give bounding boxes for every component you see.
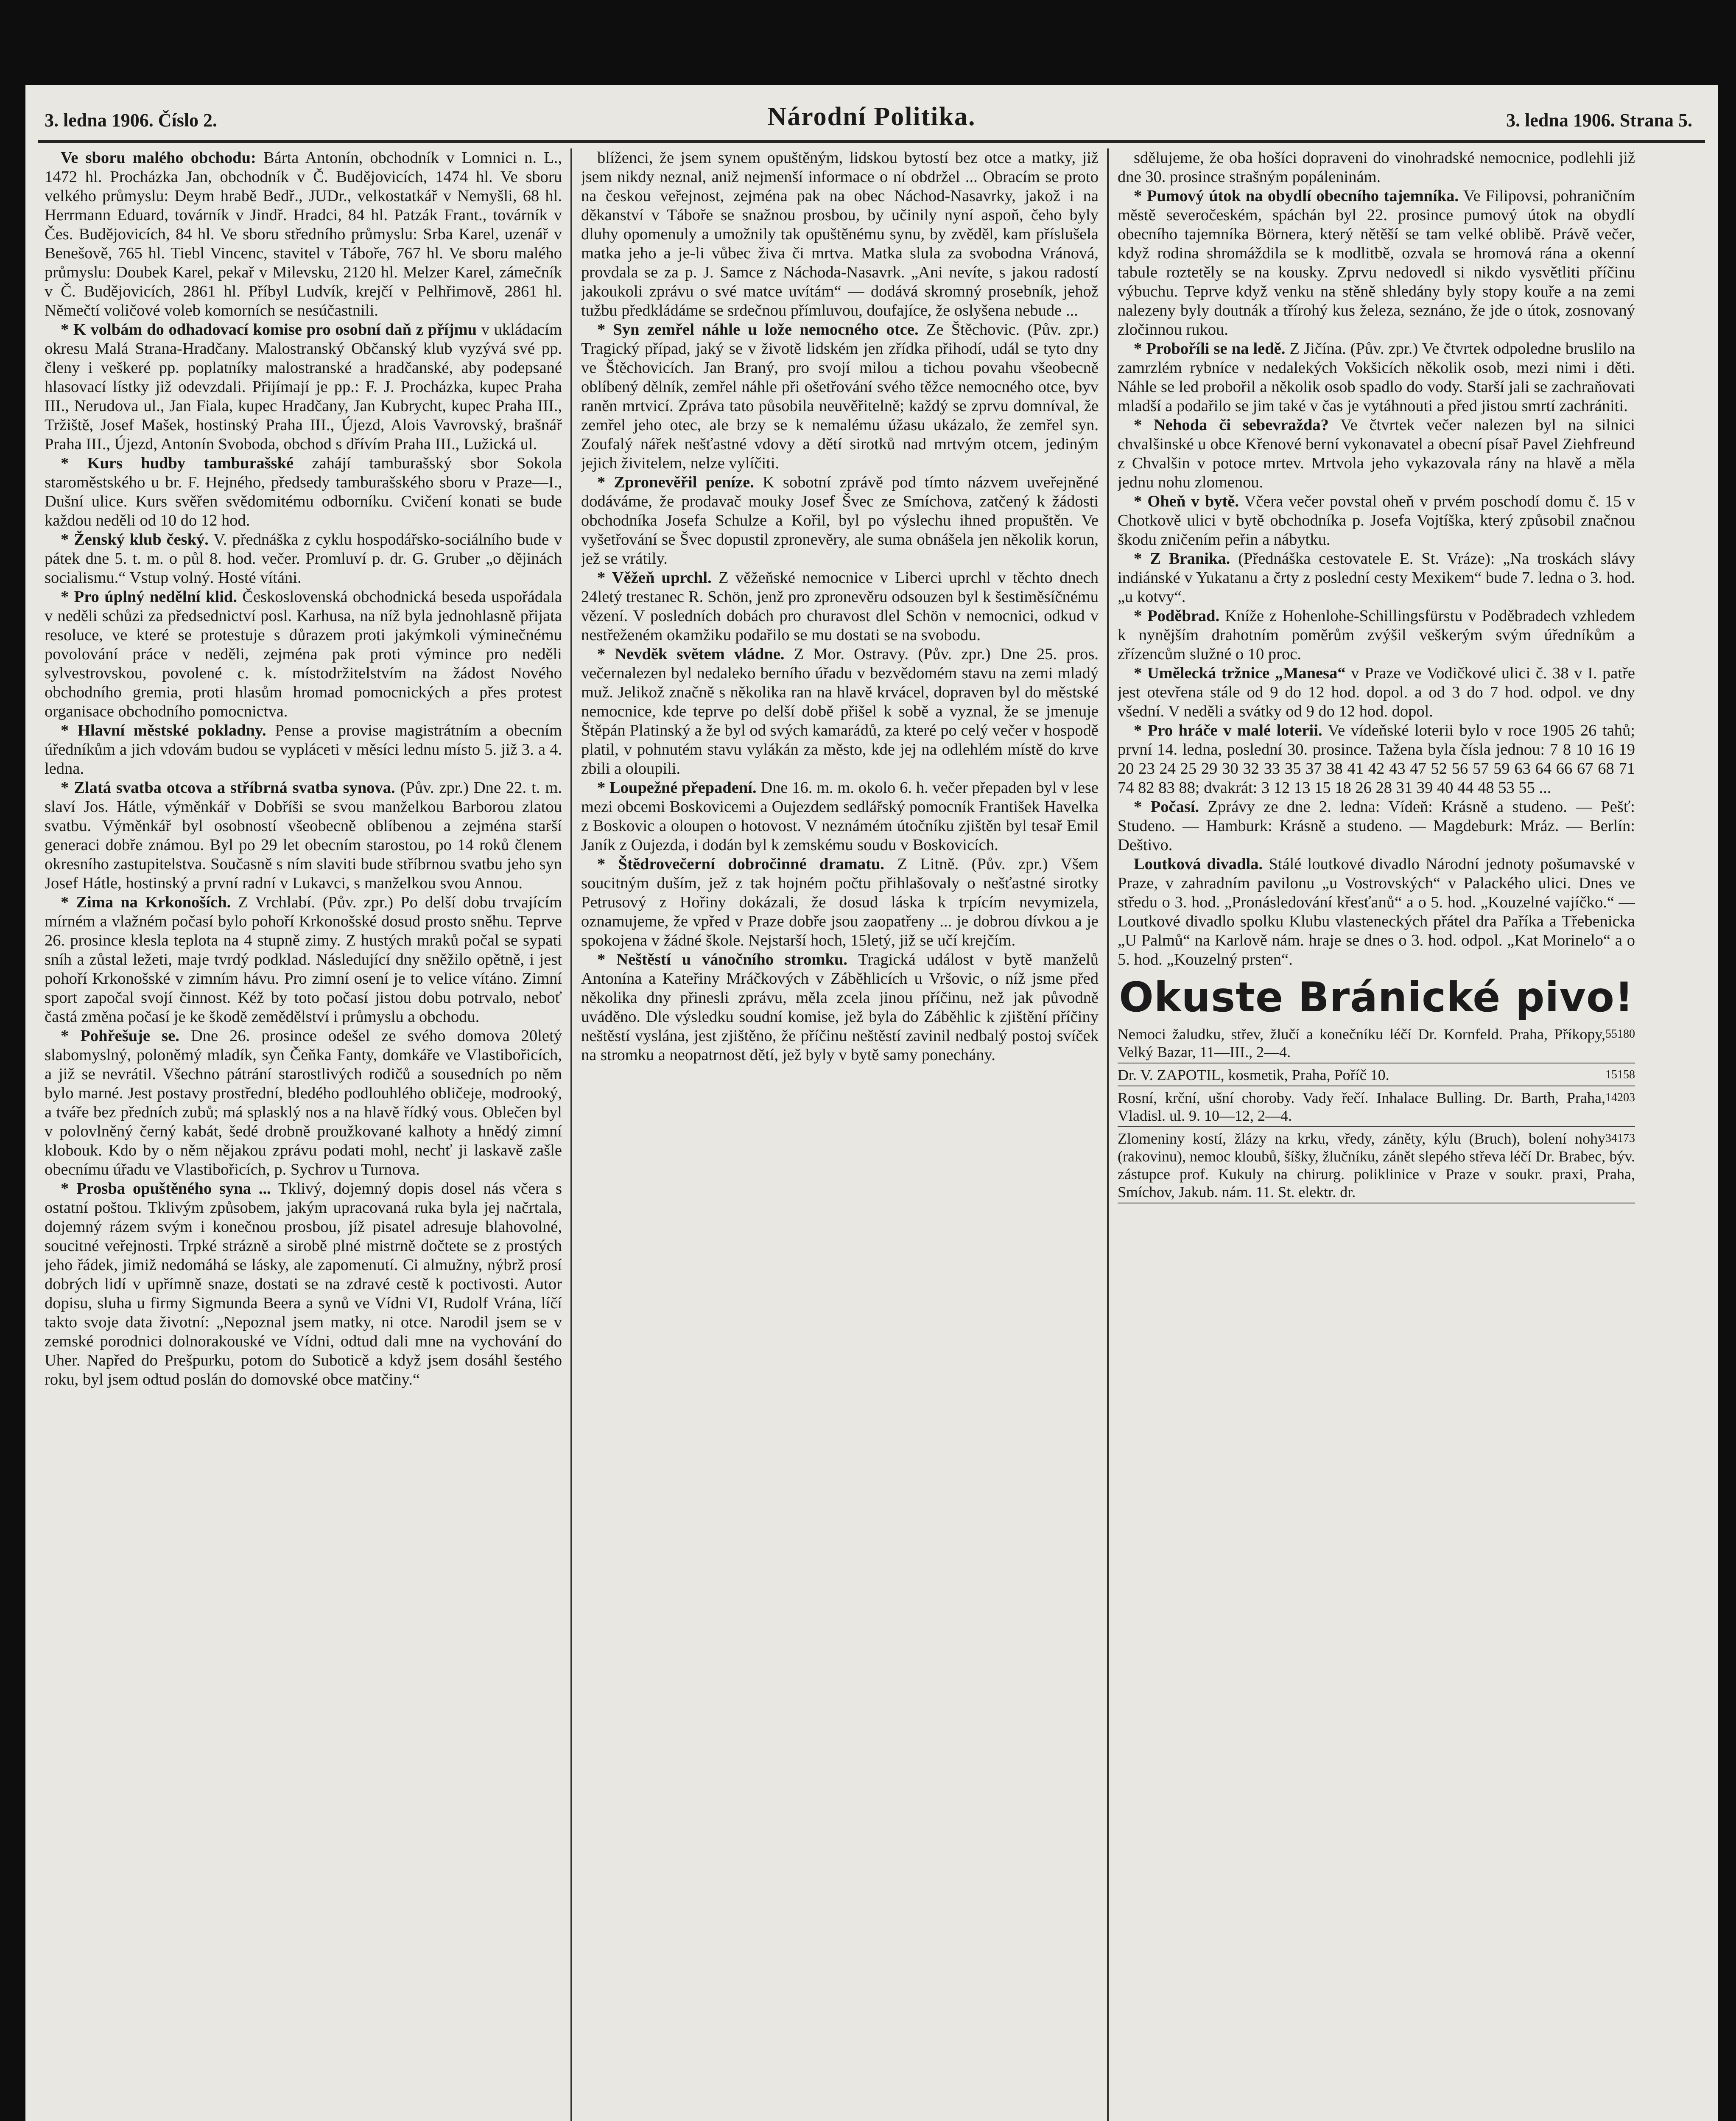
article-paragraph	[1118, 549, 1635, 607]
page-number: 3. ledna 1906. Strana 5.	[1506, 110, 1692, 131]
article-paragraph	[1118, 607, 1635, 664]
issue-date-left: 3. ledna 1906. Číslo 2.	[45, 110, 218, 131]
article-headline: * Zlatá svatba otcova a stříbrná svatba synova.	[61, 779, 395, 797]
article-paragraph	[1118, 855, 1635, 969]
ad-code: 55180	[1605, 1027, 1635, 1041]
ad-text: Nemoci žaludku, střev, žlučí a konečníku léčí Dr. Kornfeld. Praha, Příkopy, Velký Bazar, 11—III., 2—4.	[1118, 1026, 1605, 1060]
column-divider	[1107, 148, 1109, 2121]
article-headline: * Hlavní městské pokladny.	[61, 722, 266, 739]
article-headline: * Z Branika.	[1134, 550, 1230, 568]
article-paragraph	[1118, 187, 1635, 339]
article-body: v Praze ve Vodičkové ulici č. 38 v I. patře jest otevřena stále od 9 do 12 hod. dopol. a od 3 do 7 hod. odpol. ve dny všední. V neděli a svátky od 9 do 12 hod. dopol.	[1118, 664, 1635, 720]
masthead	[25, 102, 1718, 140]
article-paragraph	[45, 893, 562, 1027]
article-body: Pense a provise magistrátním a obecním úředníkům a jich vdovám budou se vypláceti v měsíci lednu místo 5. již 3. a 4. ledna.	[45, 722, 562, 778]
article-paragraph	[1118, 797, 1635, 855]
article-body: Z Litně. (Pův. zpr.) Všem soucitným duším, jež z tak hojném počtu přihlašovaly o nešťastné sirotky Petrusový z Hořiny dokázali, že dosud láska k trpícím nevymizela, oznamujeme, že vpřed v Praze dobře jsou zaopatřeny ... je dobrou dívkou a je spokojena v žádné škole. Nejstarší hoch, 15letý, již se učí krejčím.	[581, 855, 1099, 949]
article-headline: * Pro hráče v malé loterii.	[1134, 722, 1322, 739]
article-paragraph	[581, 320, 1099, 473]
column-2	[581, 148, 1099, 2121]
article-body: sdělujeme, že oba hošíci dopraveni do vinohradské nemocnice, podlehli již dne 30. prosince strašným popáleninám.	[1118, 149, 1635, 186]
classified-ad	[1118, 1087, 1635, 1127]
article-paragraph	[1118, 492, 1635, 549]
article-body: Dne 26. prosince odešel ze svého domova 20letý slabomyslný, poloněmý mladík, syn Čeňka Fanty, domkáře ve Vlastibořicích, a již se nevrátil. Všechno pátrání starostlivých rodičů a sousedních po něm bylo marné. Jest postavy prostřední, bledého podlouhlého obličeje, modrooký, a tváře bez předních zubů; má splasklý nos a na hlavě řídký vous. Oblečen byl v polovlněný černý kabát, šedé drobně proužkované kalhoty a hnědý zimní klobouk. Kdo by o něm nějakou zprávu podati mohl, nechť ji laskavě zašle obecnímu úřadu ve Vlastibořicích, p. Sychrov u Turnova.	[45, 1027, 562, 1178]
article-paragraph	[1118, 339, 1635, 416]
article-headline: * Syn zemřel náhle u lože nemocného otce.	[597, 321, 919, 339]
article-paragraph	[45, 721, 562, 778]
article-headline: * K volbám do odhadovací komise pro osobní daň z příjmu	[61, 321, 477, 339]
article-body: v ukládacím okresu Malá Strana-Hradčany. Malostranský Občanský klub vyzývá své pp. členy i veškeré pp. poplatníky malostranské a hradčanské, aby podepsané hlasovací lístky již odevzdali. Přijímají je pp.: F. J. Procházka, kupec Praha III., Nerudova ul., Jan Fiala, kupec Hradčany, Jan Kubrycht, kupec Praha III., Tržiště, Josef Mašek, hostinský Praha III., Újezd, Alois Vavrovský, brašnář Praha III., Újezd, Antonín Svoboda, obchod s dřívím Praha III., Lužická ul.	[45, 321, 562, 453]
article-paragraph	[45, 588, 562, 721]
article-paragraph	[45, 530, 562, 588]
article-paragraph	[1118, 664, 1635, 721]
article-body: Kníže z Hohenlohe-Schillingsfürstu v Poděbradech vzhledem k nynějším drahotním poměrům zvýšil veškerým svým úředníkům a zřízencům služné o 10 proc.	[1118, 607, 1635, 663]
article-paragraph	[1118, 148, 1635, 187]
article-paragraph	[581, 473, 1099, 568]
beer-advertisement-headline: Okuste Bránické pivo!	[1119, 974, 1634, 1021]
article-headline: * Věžeň uprchl.	[597, 569, 712, 587]
article-headline: * Prosba opuštěného syna ...	[61, 1180, 271, 1198]
article-body: (Pův. zpr.) Dne 22. t. m. slaví Jos. Hátle, výměnkář v Dobříši se svou manželkou Barborou zlatou svatbu. Výměnkář byl osobností všeobecně oblíbenou a zejména starší generaci dobře známou. Byl po 29 let obecním starostou, po 14 roků členem okresního zastupitelstva. Současně s ním slaviti bude stříbrnou svatbu jeho syn Josef Hátle, hostinský a první radní v Lukavci, s manželkou svou Annou.	[45, 779, 562, 892]
article-headline: * Umělecká tržnice „Manesa“	[1134, 664, 1346, 682]
article-body: Ve vídeňské loterii bylo v roce 1905 26 tahů; první 14. ledna, poslední 30. prosince. Tažena byla čísla jednou: 7 8 10 16 19 20 23 24 25 29 30 32 33 35 37 38 41 42 43 47 52 56 57 59 63 64 66 67 68 71 74 82 83 88; dvakrát: 3 12 13 15 18 26 28 31 39 40 44 48 53 55 ...	[1118, 722, 1635, 797]
article-body: V. přednáška z cyklu hospodářsko-sociálního bude v pátek dne 5. t. m. o půl 8. hod. večer. Promluví p. dr. G. Gruber „o dějinách socialismu.“ Vstup volný. Hosté vítáni.	[45, 531, 562, 587]
article-body: Z věžeňské nemocnice v Liberci uprchl v těchto dnech 24letý trestanec R. Schön, jenž pro zpronevěru odsouzen byl k šestiměsíčnému vězení. V posledních dobách pro churavost dlel Schön v nemocnici, odkud v nestřeženém okamžiku podařilo se mu dostati se na svobodu.	[581, 569, 1099, 644]
column-1	[45, 148, 562, 2121]
article-body: zahájí tamburašský sbor Sokola staroměstského u br. F. Hejného, předsedy tamburašského sboru v Praze—I., Dušní ulice. Kurs svěřen svědomitému odborníku. Cvičení konati se bude každou neděli od 10 do 12 hod.	[45, 454, 562, 529]
article-body: Včera večer povstal oheň v prvém poschodí domu č. 15 v Chotkově ulici v bytě obchodníka p. Josefa Vojtíška, který způsobil značnou škodu zničením peřin a nábytku.	[1118, 492, 1635, 548]
article-headline: * Nevděk světem vládne.	[597, 645, 785, 663]
classified-ads	[1118, 1024, 1635, 1203]
ad-code: 14203	[1605, 1091, 1635, 1104]
article-headline: * Poděbrad.	[1134, 607, 1220, 625]
article-headline: * Pumový útok na obydlí obecního tajemníka.	[1134, 187, 1459, 205]
article-paragraph	[1118, 416, 1635, 492]
article-paragraph	[45, 1027, 562, 1179]
article-headline: * Počasí.	[1134, 798, 1199, 816]
article-headline: * Nehoda či sebevražda?	[1134, 416, 1329, 434]
article-paragraph	[581, 148, 1099, 320]
article-body: blíženci, že jsem synem opuštěným, lidskou bytostí bez otce a matky, již jsem nikdy neznal, aniž nejmenší informace o ní obdržel ... Obracím se proto na českou veřejnost, zejména pak na obec Náchod-Nasavrky, jakož i na děkanství v Táboře se snažnou prosbou, by učinily nyní aspoň, čeho byly dluhy opomenuly a umožnily tak opuštěnému synu, by zvěděl, kam příslušela matka jeho a je-li vůbec živa či mrtva. Matka slula za svobodna Vránová, provdala se za p. J. Samce z Náchoda-Nasavrk. „Ani nevíte, s jakou radostí jakoukoli zprávu o své matce uvítám“ — dodává skromný prosebník, jehož tužbu předkládáme se srdečnou přímluvou, doufajíce, že oslyšena nebude ...	[581, 149, 1099, 319]
article-headline: * Ženský klub český.	[61, 531, 209, 548]
article-body: Ve Filipovsi, pohraničním městě severočeském, spáchán byl 22. prosince pumový útok na obydlí obecního tajemníka Börnera, který nětěší se tam velké oblibě. Právě večer, když rodina shromáždila se k modlitbě, ozvala se hromová rána a okenní tabule roztetěly se na kousky. Zprvu nedovedl si nikdo vysvětliti příčinu výbuchu. Teprve když venku na stěně shledány byly stopy kouře a na zemi nalezeny byly doutnák a třírohý kus železa, seznáno, že jde o útok, zosnovaný zločinnou rukou.	[1118, 187, 1635, 339]
article-paragraph	[581, 950, 1099, 1065]
article-body: Z Jičína. (Pův. zpr.) Ve čtvrtek odpoledne bruslilo na zamrzlém rybníce v nedalekých Vokšicích několik osob, mezi nimi i děti. Náhle se led probořil a několik osob spadlo do vody. Starší jali se zachraňovati mladší a podařilo se jim také v čas je vytáhnouti a před jistou smrtí zachrániti.	[1118, 340, 1635, 415]
article-headline: * Kurs hudby tamburašské	[61, 454, 294, 472]
classified-ad	[1118, 1128, 1635, 1203]
article-headline: * Pohřešuje se.	[61, 1027, 179, 1045]
ad-text: Dr. V. ZAPOTIL, kosmetik, Praha, Poříč 10.	[1118, 1066, 1389, 1083]
article-body: Tklivý, dojemný dopis dosel nás včera s ostatní poštou. Tklivým způsobem, jakým upracovaná ruka byla jej načrtala, dojemný rázem svým i konečnou prosbou, jíž pisatel adresuje blahovolné, soucitné veřejnosti. Trpké strázně a sirobě plné mistrně dočtete se z prostých jeho řádek, jimiž nedomáhá se lásky, ale zapomenutí. Ci almužny, nýbrž prosí dobrých lidí v upřímně snaze, dostati se na zdravé cestě k poctivosti. Autor dopisu, sluha u firmy Sigmunda Beera a synů ve Vídni VI, Rudolf Vrána, líčí takto svoje data životní: „Nepoznal jsem matky, ni otce. Narodil jsem se v zemské porodnici dolnorakouské ve Vídni, odtud dali mne na vychování do Uher. Napřed do Prešpurku, potom do Suboticě a když jsem dosáhl šestého roku, byl jsem odtud poslán do domovské obce matčiny.“	[45, 1180, 562, 1388]
ad-text: Rosní, krční, ušní choroby. Vady řečí. Inhalace Bulling. Dr. Barth, Praha, Vladisl. ul. 9. 10—12, 2—4.	[1118, 1089, 1605, 1124]
article-paragraph	[581, 568, 1099, 645]
article-headline: * Zpronevěřil peníze.	[597, 473, 754, 491]
article-body: K sobotní zprávě pod tímto názvem uveřejněné dodáváme, že prodavač mouky Josef Švec ze Smíchova, zatčený k žádosti obchodníka Josefa Schulze a Kořil, byl po výslechu ihned propuštěn. Ve vyšetřování se Švec dopustil zpronevěry, ale suma obnášela jen několik korun, jež se vrátily.	[581, 473, 1099, 568]
column-3-articles	[1118, 148, 1635, 969]
ad-code: 34173	[1605, 1132, 1635, 1145]
newspaper-page	[25, 85, 1718, 2121]
article-paragraph	[45, 778, 562, 893]
article-headline: * Pro úplný nedělní klid.	[61, 588, 237, 606]
article-paragraph	[45, 1179, 562, 1389]
ad-text: Zlomeniny kostí, žlázy na krku, vředy, záněty, kýlu (Bruch), bolení nohy (rakovinu), nemoc kloubů, šíšky, žlučníku, zánět slepého střeva léčí Dr. Brabec, býv. zástupce prof. Kukuly na chirurg. poliklinice v Praze v soukr. praxi, Praha, Smíchov, Jakub. nám. 11. St. elektr. dr.	[1118, 1130, 1635, 1200]
article-headline: * Neštěstí u vánočního stromku.	[597, 951, 847, 968]
article-paragraph	[581, 855, 1099, 950]
column-divider	[570, 148, 572, 2121]
article-headline: * Zima na Krkonoších.	[61, 893, 231, 911]
column-3	[1118, 148, 1635, 2121]
article-paragraph	[581, 778, 1099, 855]
classified-ad	[1118, 1064, 1635, 1086]
classified-ad	[1118, 1024, 1635, 1063]
article-paragraph	[45, 148, 562, 320]
article-paragraph	[45, 320, 562, 454]
article-headline: Loutková divadla.	[1134, 855, 1263, 873]
newspaper-title: Národní Politika.	[767, 102, 976, 131]
ad-code: 15158	[1605, 1068, 1635, 1081]
article-body: Zprávy ze dne 2. ledna: Vídeň: Krásně a studeno. — Pešť: Studeno. — Hamburk: Krásně a studeno. — Magdeburk: Mráz. — Berlín: Deštivo.	[1118, 798, 1635, 854]
article-body: (Přednáška cestovatele E. St. Vráze): „Na troskách slávy indiánské v Yukatanu a črty z poslední cesty Mexikem“ bude 7. ledna o 3. hod. „u kotvy“.	[1118, 550, 1635, 606]
article-headline: * Loupežné přepadení.	[597, 779, 757, 797]
article-body: Ve čtvrtek večer nalezen byl na silnici chvalšinské u obce Křenové berní vykonavatel a obecní písař Pavel Ziehfreund z Chvalšin v potoce mrtev. Mrtvola jeho vykazovala rány na hlavě a měla jednu nohu zlomenou.	[1118, 416, 1635, 491]
article-body: Z Mor. Ostravy. (Pův. zpr.) Dne 25. pros. večernalezen byl nedaleko berního úřadu v bezvědomém stavu na zemi mladý muž. Jelikož značně s několika ran na hlavě krvácel, dopraven byl do městské nemocnice, kde teprve po delší době přišel k sobě a vyznal, že se jmenuje Štěpán Platinský a že byl od svých kamarádů, za které po celý večer v hospodě platil, v pohnutém stavu vylákán za město, kde jej na odlehlém místě do krve zbili a oloupili.	[581, 645, 1099, 778]
article-headline: * Proboříli se na ledě.	[1134, 340, 1286, 358]
article-body: Československá obchodnická beseda uspořádala v neděli schůzi za předsednictví posl. Karhusa, na níž byla jednohlasně přijata resoluce, ve které se protestuje s důrazem proti jakýmkoli výminečnému povolování práce v neděli, zejména pak proti výmince pro neděli sylvestrovskou, povolené c. k. místodržitelstvím na žádost Nového obchodního gremia, proti hlasům hromad pomocnických a přes protest organisace obchodního pomocnictva.	[45, 588, 562, 720]
article-body: Stálé loutkové divadlo Národní jednoty pošumavské v Praze, v zahradním pavilonu „u Vostrovských“ v Palackého ulici. Dnes ve středu o 3. hod. „Pronásledování křesťanů“ a o 5. hod. „Kouzelné vajíčko.“ — Loutkové divadlo spolku Klubu vlasteneckých přátel dra Paříka a Třebenicka „U Palmů“ na Karlově nám. hraje se dnes o 3. hod. odpol. „Kat Morinelo“ a o 5. hod. „Kouzelný prsten“.	[1118, 855, 1635, 968]
article-body: Bárta Antonín, obchodník v Lomnici n. L., 1472 hl. Procházka Jan, obchodník v Č. Budějovicích, 1474 hl. Ve sboru velkého průmyslu: Deym hrabě Bedř., JUDr., velkostatkář v Nemyšli, 68 hl. Herrmann Eduard, továrník v Jindř. Hradci, 84 hl. Patzák Frant., továrník v Čes. Budějovicích, 84 hl. Ve sboru středního průmyslu: Srba Karel, uzenář v Benešově, 765 hl. Tiebl Vincenc, stavitel v Táboře, 767 hl. Ve sboru malého průmyslu: Doubek Karel, pekař v Milevsku, 2120 hl. Melzer Karel, zámečník v Č. Budějovicích, 2861 hl. Příbyl Ludvík, krejčí v Pelhřimově, 2861 hl. Němečtí voličové voleb komorních se nesúčastnili.	[45, 149, 562, 319]
article-headline: Ve sboru malého obchodu:	[61, 149, 256, 167]
article-paragraph	[581, 645, 1099, 778]
article-paragraph	[45, 454, 562, 530]
article-body: Ze Štěchovic. (Pův. zpr.) Tragický případ, jaký se v životě lidském jen zřídka přihodí, udál se tyto dny ve Štěchovicích. Jan Braný, pro svojí milou a tichou povahu všeobecně oblíbený dělník, zemřel náhle při ošetřování svého těžce nemocného otce, byv raněn mrtvicí. Zpráva tato působila neuvěřitelně; každý se zprvu domníval, že zemřel jeho otec, ale brzy se k nemalému úžasu ukázalo, že zemřel syn. Zoufalý nářek nešťastné vdovy a dětí sirotků nad mrtvým otcem, jediným jejich živitelem, nelze vylíčiti.	[581, 321, 1099, 472]
article-body: Z Vrchlabí. (Pův. zpr.) Po delší dobu trvajícím mírném a vlažném počasí bylo pohoří Krkonošské dosud prosto sněhu. Teprve 26. prosince klesla teplota na 4 stupně zimy. Z hustých mraků počal se sypati sníh a zůstal ležeti, maje tvrdý podklad. Následující dny sněžilo opětně, i jest pohoří Krkonošské v zimním hávu. Pro zimní osení je to velice vítáno. Zimní sport započal svojí činnost. Kéž by toto počasí jistou dobu potrvalo, neboť častá změna počasí je ke škodě zemědělství i průmyslu a obchodu.	[45, 893, 562, 1026]
masthead-rule	[38, 140, 1705, 143]
article-body: Dne 16. m. m. okolo 6. h. večer přepaden byl v lese mezi obcemi Boskovicemi a Oujezdem sedlářský pomocník František Havelka z Boskovic a oloupen o hotovost. V neznámém útočníku zjištěn byl tesař Emil Janík z Oujezda, i dodán byl k zemskému soudu v Boskovicích.	[581, 779, 1099, 854]
article-headline: * Oheň v bytě.	[1134, 492, 1239, 510]
article-body: Tragická událost v bytě manželů Antonína a Kateřiny Mráčkových v Záběhlicích u Vršovic, o níž jsme před několika dny přinesli zprávu, měla zcela jinou příčinu, než jak původně uváděno. Dle výsledku soudní komise, jež byla do Záběhlic k zjištění příčiny neštěstí vyslána, jest zjištěno, že příčinu neštěstí zavinil nedbalý postoj svíček na stromku a neopatrnost dětí, jež byly v bytě samy ponechány.	[581, 951, 1099, 1064]
article-paragraph	[1118, 721, 1635, 797]
article-headline: * Štědrovečerní dobročinné dramatu.	[597, 855, 884, 873]
